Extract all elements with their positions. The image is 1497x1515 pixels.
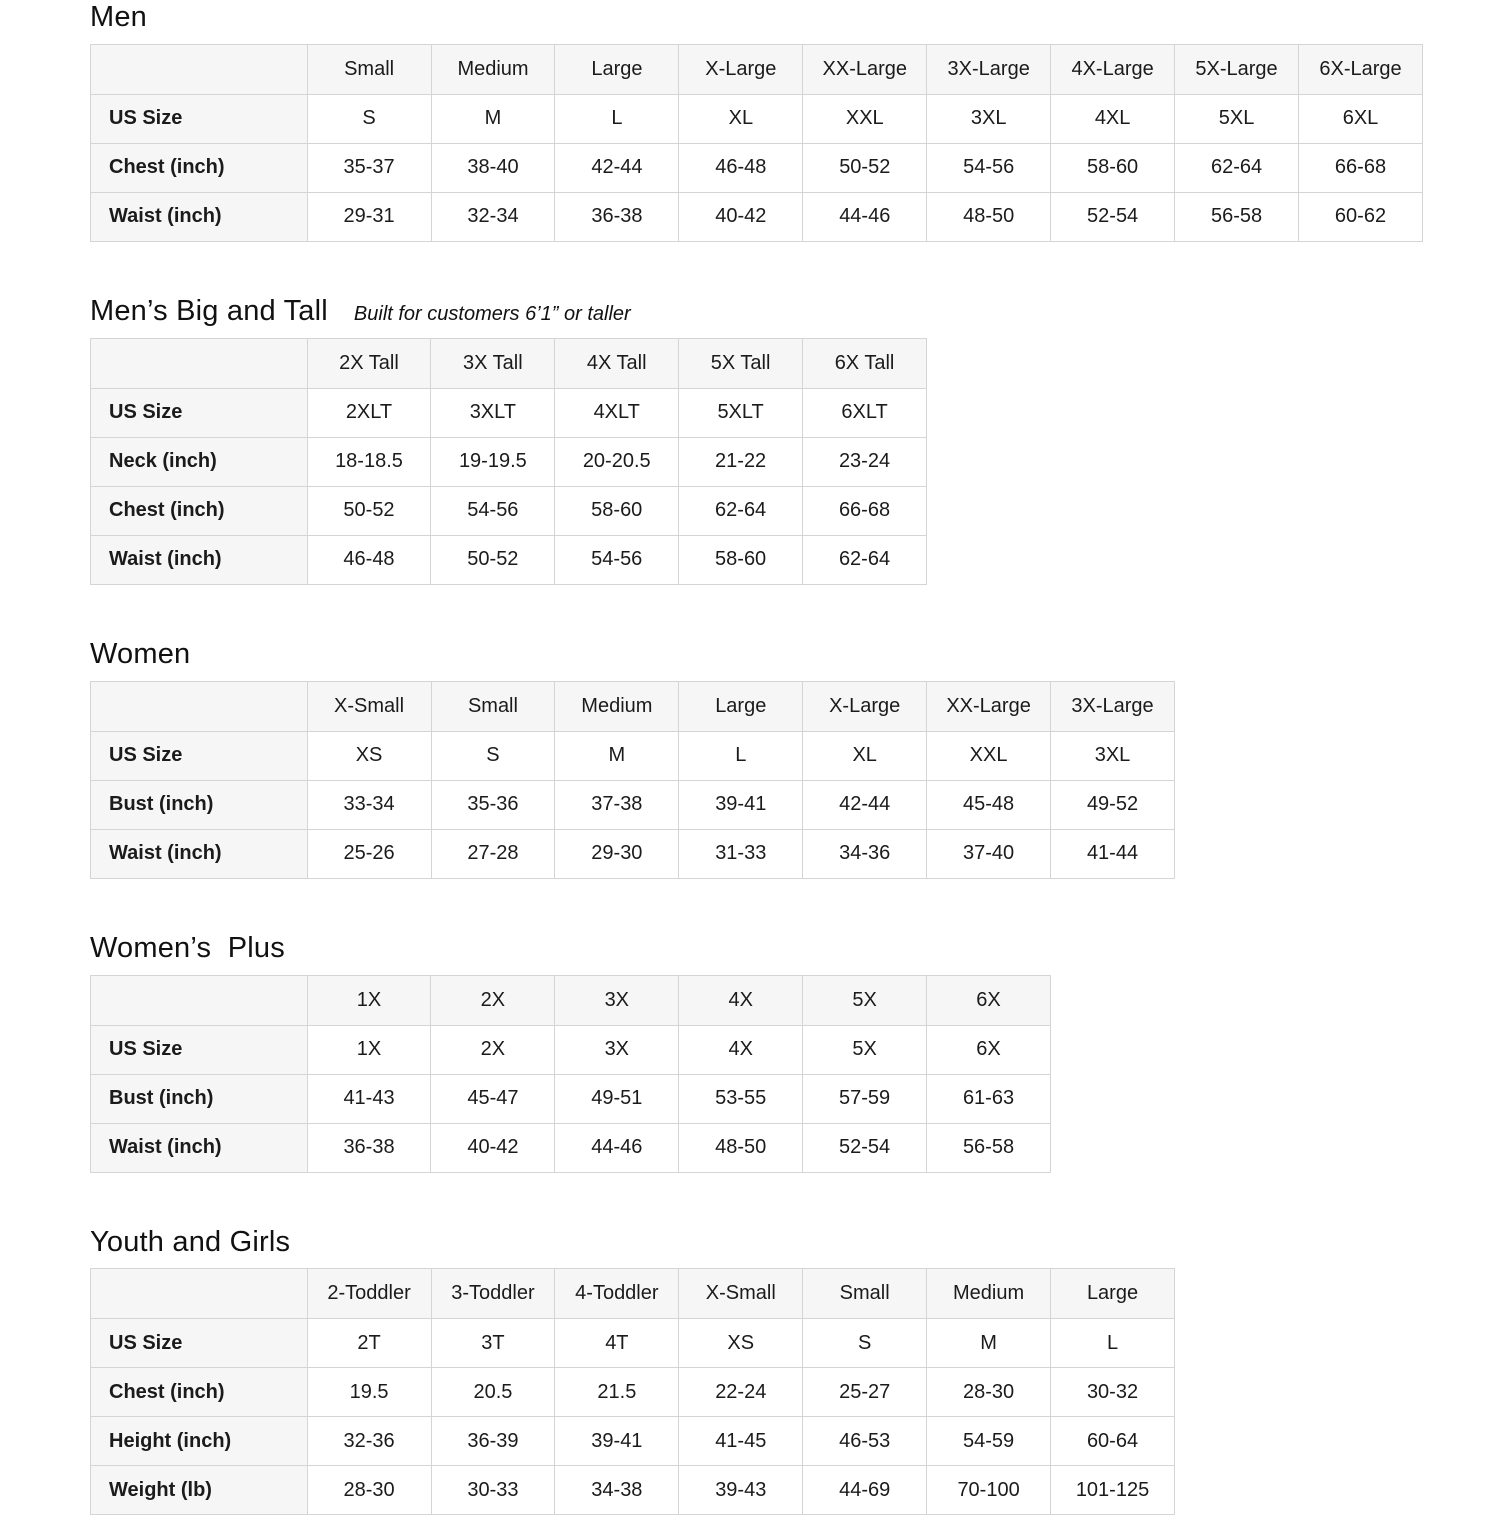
column-header: 6X-Large (1299, 44, 1423, 94)
value-cell: 45-47 (431, 1074, 555, 1123)
header-row (91, 338, 927, 388)
section-title: Men’s Big and Tall (90, 294, 328, 327)
column-header: 5X (803, 975, 927, 1025)
column-header: Small (431, 681, 555, 731)
value-cell: 30-33 (431, 1466, 555, 1515)
row-label: US Size (91, 94, 308, 143)
value-cell: 70-100 (927, 1466, 1051, 1515)
row-label: Height (inch) (91, 1417, 308, 1466)
size-table-womens-plus (90, 975, 1051, 1173)
value-cell: 60-64 (1051, 1417, 1175, 1466)
column-header: 3X-Large (927, 44, 1051, 94)
value-cell: 50-52 (803, 143, 927, 192)
value-cell: 52-54 (1051, 192, 1175, 241)
table-row (91, 1123, 1051, 1172)
value-cell: 58-60 (555, 486, 679, 535)
row-label: Bust (inch) (91, 780, 308, 829)
size-table-youth-and-girls (90, 1268, 1175, 1515)
corner-cell (91, 338, 308, 388)
value-cell: 61-63 (927, 1074, 1051, 1123)
value-cell: 41-43 (307, 1074, 431, 1123)
value-cell: 46-53 (803, 1417, 927, 1466)
row-label: Waist (inch) (91, 1123, 308, 1172)
table-row (91, 437, 927, 486)
value-cell: 27-28 (431, 829, 555, 878)
value-cell: 54-56 (431, 486, 555, 535)
value-cell: 66-68 (803, 486, 927, 535)
row-label: US Size (91, 1025, 308, 1074)
column-header: X-Large (679, 44, 803, 94)
column-header: Medium (927, 1269, 1051, 1319)
column-header: 3X-Large (1051, 681, 1175, 731)
column-header: 2X (431, 975, 555, 1025)
header-row (91, 975, 1051, 1025)
row-label: Bust (inch) (91, 1074, 308, 1123)
value-cell: 3T (431, 1319, 555, 1368)
table-row (91, 1025, 1051, 1074)
value-cell: 66-68 (1299, 143, 1423, 192)
value-cell: 62-64 (679, 486, 803, 535)
size-table-men (90, 44, 1423, 242)
value-cell: 37-40 (927, 829, 1051, 878)
column-header: Medium (555, 681, 679, 731)
value-cell: 101-125 (1051, 1466, 1175, 1515)
value-cell: 34-36 (803, 829, 927, 878)
value-cell: 25-27 (803, 1368, 927, 1417)
corner-cell (91, 44, 308, 94)
column-header: 5X-Large (1175, 44, 1299, 94)
section-title: Youth and Girls (90, 1225, 291, 1258)
value-cell: 42-44 (555, 143, 679, 192)
value-cell: 19-19.5 (431, 437, 555, 486)
row-label: Waist (inch) (91, 829, 308, 878)
value-cell: 45-48 (927, 780, 1051, 829)
value-cell: 2XLT (307, 388, 431, 437)
value-cell: 36-38 (555, 192, 679, 241)
column-header: X-Small (307, 681, 431, 731)
value-cell: 21-22 (679, 437, 803, 486)
section-title: Women’s Plus (90, 931, 285, 964)
value-cell: XXL (803, 94, 927, 143)
value-cell: 22-24 (679, 1368, 803, 1417)
column-header: Large (1051, 1269, 1175, 1319)
row-label: US Size (91, 1319, 308, 1368)
value-cell: 60-62 (1299, 192, 1423, 241)
value-cell: 23-24 (803, 437, 927, 486)
value-cell: 36-38 (307, 1123, 431, 1172)
column-header: 6X Tall (803, 338, 927, 388)
value-cell: 38-40 (431, 143, 555, 192)
value-cell: 32-36 (307, 1417, 431, 1466)
size-chart (90, 2, 1497, 1515)
value-cell: 20.5 (431, 1368, 555, 1417)
value-cell: S (803, 1319, 927, 1368)
section-title-row (90, 2, 1497, 34)
value-cell: 44-46 (803, 192, 927, 241)
value-cell: 41-44 (1051, 829, 1175, 878)
value-cell: 58-60 (1051, 143, 1175, 192)
table-row (91, 731, 1175, 780)
row-label: Weight (lb) (91, 1466, 308, 1515)
value-cell: 35-36 (431, 780, 555, 829)
value-cell: 3XL (927, 94, 1051, 143)
section-mens-big-and-tall (90, 242, 1497, 585)
table-row (91, 780, 1175, 829)
column-header: 4X Tall (555, 338, 679, 388)
value-cell: 33-34 (307, 780, 431, 829)
value-cell: S (431, 731, 555, 780)
value-cell: 5XL (1175, 94, 1299, 143)
size-table-women (90, 681, 1175, 879)
table-row (91, 829, 1175, 878)
column-header: 5X Tall (679, 338, 803, 388)
row-label: US Size (91, 731, 308, 780)
value-cell: 48-50 (679, 1123, 803, 1172)
value-cell: L (555, 94, 679, 143)
table-row (91, 192, 1423, 241)
column-header: 4X-Large (1051, 44, 1175, 94)
column-header: 1X (307, 975, 431, 1025)
section-title-row (90, 296, 1497, 328)
size-table-mens-big-and-tall (90, 338, 927, 585)
value-cell: 44-69 (803, 1466, 927, 1515)
value-cell: 3XLT (431, 388, 555, 437)
value-cell: 4XL (1051, 94, 1175, 143)
value-cell: 32-34 (431, 192, 555, 241)
column-header: 2-Toddler (307, 1269, 431, 1319)
table-row (91, 1417, 1175, 1466)
column-header: X-Small (679, 1269, 803, 1319)
column-header: XX-Large (927, 681, 1051, 731)
value-cell: 44-46 (555, 1123, 679, 1172)
value-cell: M (927, 1319, 1051, 1368)
section-title: Men (90, 1, 148, 33)
row-label: Chest (inch) (91, 486, 308, 535)
table-row (91, 1466, 1175, 1515)
value-cell: 50-52 (431, 535, 555, 584)
value-cell: 29-31 (307, 192, 431, 241)
header-row (91, 1269, 1175, 1319)
value-cell: 28-30 (307, 1466, 431, 1515)
value-cell: XL (803, 731, 927, 780)
value-cell: 2X (431, 1025, 555, 1074)
table-row (91, 1319, 1175, 1368)
row-label: Waist (inch) (91, 192, 308, 241)
column-header: X-Large (803, 681, 927, 731)
value-cell: M (555, 731, 679, 780)
value-cell: 46-48 (679, 143, 803, 192)
value-cell: 62-64 (1175, 143, 1299, 192)
value-cell: 31-33 (679, 829, 803, 878)
row-label: Waist (inch) (91, 535, 308, 584)
value-cell: 18-18.5 (307, 437, 431, 486)
corner-cell (91, 1269, 308, 1319)
column-header: Large (679, 681, 803, 731)
column-header: XX-Large (803, 44, 927, 94)
section-youth-and-girls (90, 1173, 1497, 1515)
value-cell: 4XLT (555, 388, 679, 437)
value-cell: 5XLT (679, 388, 803, 437)
value-cell: 53-55 (679, 1074, 803, 1123)
corner-cell (91, 975, 308, 1025)
row-label: Chest (inch) (91, 1368, 308, 1417)
header-row (91, 44, 1423, 94)
table-row (91, 486, 927, 535)
table-row (91, 143, 1423, 192)
value-cell: 50-52 (307, 486, 431, 535)
section-title-row (90, 1227, 1497, 1259)
value-cell: 54-59 (927, 1417, 1051, 1466)
value-cell: 48-50 (927, 192, 1051, 241)
value-cell: XS (307, 731, 431, 780)
value-cell: 6XLT (803, 388, 927, 437)
value-cell: 30-32 (1051, 1368, 1175, 1417)
value-cell: 62-64 (803, 535, 927, 584)
value-cell: 2T (307, 1319, 431, 1368)
value-cell: 29-30 (555, 829, 679, 878)
value-cell: S (307, 94, 431, 143)
section-women (90, 585, 1497, 879)
value-cell: 3X (555, 1025, 679, 1074)
value-cell: 57-59 (803, 1074, 927, 1123)
value-cell: 39-41 (555, 1417, 679, 1466)
corner-cell (91, 681, 308, 731)
column-header: 3X Tall (431, 338, 555, 388)
value-cell: XS (679, 1319, 803, 1368)
value-cell: 37-38 (555, 780, 679, 829)
value-cell: 35-37 (307, 143, 431, 192)
value-cell: 25-26 (307, 829, 431, 878)
section-subtitle: Built for customers 6’1” or taller (353, 302, 631, 325)
table-row (91, 535, 927, 584)
value-cell: 20-20.5 (555, 437, 679, 486)
value-cell: 3XL (1051, 731, 1175, 780)
value-cell: 40-42 (679, 192, 803, 241)
column-header: 3X (555, 975, 679, 1025)
value-cell: 54-56 (555, 535, 679, 584)
table-row (91, 388, 927, 437)
value-cell: 46-48 (307, 535, 431, 584)
value-cell: 49-51 (555, 1074, 679, 1123)
column-header: Medium (431, 44, 555, 94)
value-cell: 39-41 (679, 780, 803, 829)
value-cell: 28-30 (927, 1368, 1051, 1417)
value-cell: 56-58 (1175, 192, 1299, 241)
column-header: 6X (927, 975, 1051, 1025)
value-cell: 54-56 (927, 143, 1051, 192)
value-cell: 6X (927, 1025, 1051, 1074)
value-cell: 58-60 (679, 535, 803, 584)
value-cell: 42-44 (803, 780, 927, 829)
section-title: Women (90, 637, 191, 670)
column-header: 4X (679, 975, 803, 1025)
value-cell: L (679, 731, 803, 780)
column-header: 3-Toddler (431, 1269, 555, 1319)
column-header: 2X Tall (307, 338, 431, 388)
value-cell: 34-38 (555, 1466, 679, 1515)
value-cell: 4X (679, 1025, 803, 1074)
table-row (91, 1074, 1051, 1123)
value-cell: XL (679, 94, 803, 143)
value-cell: XXL (927, 731, 1051, 780)
value-cell: 4T (555, 1319, 679, 1368)
column-header: Small (307, 44, 431, 94)
column-header: 4-Toddler (555, 1269, 679, 1319)
value-cell: 1X (307, 1025, 431, 1074)
column-header: Large (555, 44, 679, 94)
value-cell: L (1051, 1319, 1175, 1368)
value-cell: 36-39 (431, 1417, 555, 1466)
value-cell: 52-54 (803, 1123, 927, 1172)
table-row (91, 94, 1423, 143)
value-cell: 39-43 (679, 1466, 803, 1515)
value-cell: 21.5 (555, 1368, 679, 1417)
row-label: Neck (inch) (91, 437, 308, 486)
value-cell: 41-45 (679, 1417, 803, 1466)
header-row (91, 681, 1175, 731)
value-cell: 49-52 (1051, 780, 1175, 829)
value-cell: 19.5 (307, 1368, 431, 1417)
value-cell: 40-42 (431, 1123, 555, 1172)
value-cell: 5X (803, 1025, 927, 1074)
value-cell: 56-58 (927, 1123, 1051, 1172)
section-title-row (90, 933, 1497, 965)
column-header: Small (803, 1269, 927, 1319)
row-label: US Size (91, 388, 308, 437)
table-row (91, 1368, 1175, 1417)
section-title-row (90, 639, 1497, 671)
row-label: Chest (inch) (91, 143, 308, 192)
value-cell: M (431, 94, 555, 143)
section-men (90, 2, 1497, 242)
value-cell: 6XL (1299, 94, 1423, 143)
section-womens-plus (90, 879, 1497, 1173)
